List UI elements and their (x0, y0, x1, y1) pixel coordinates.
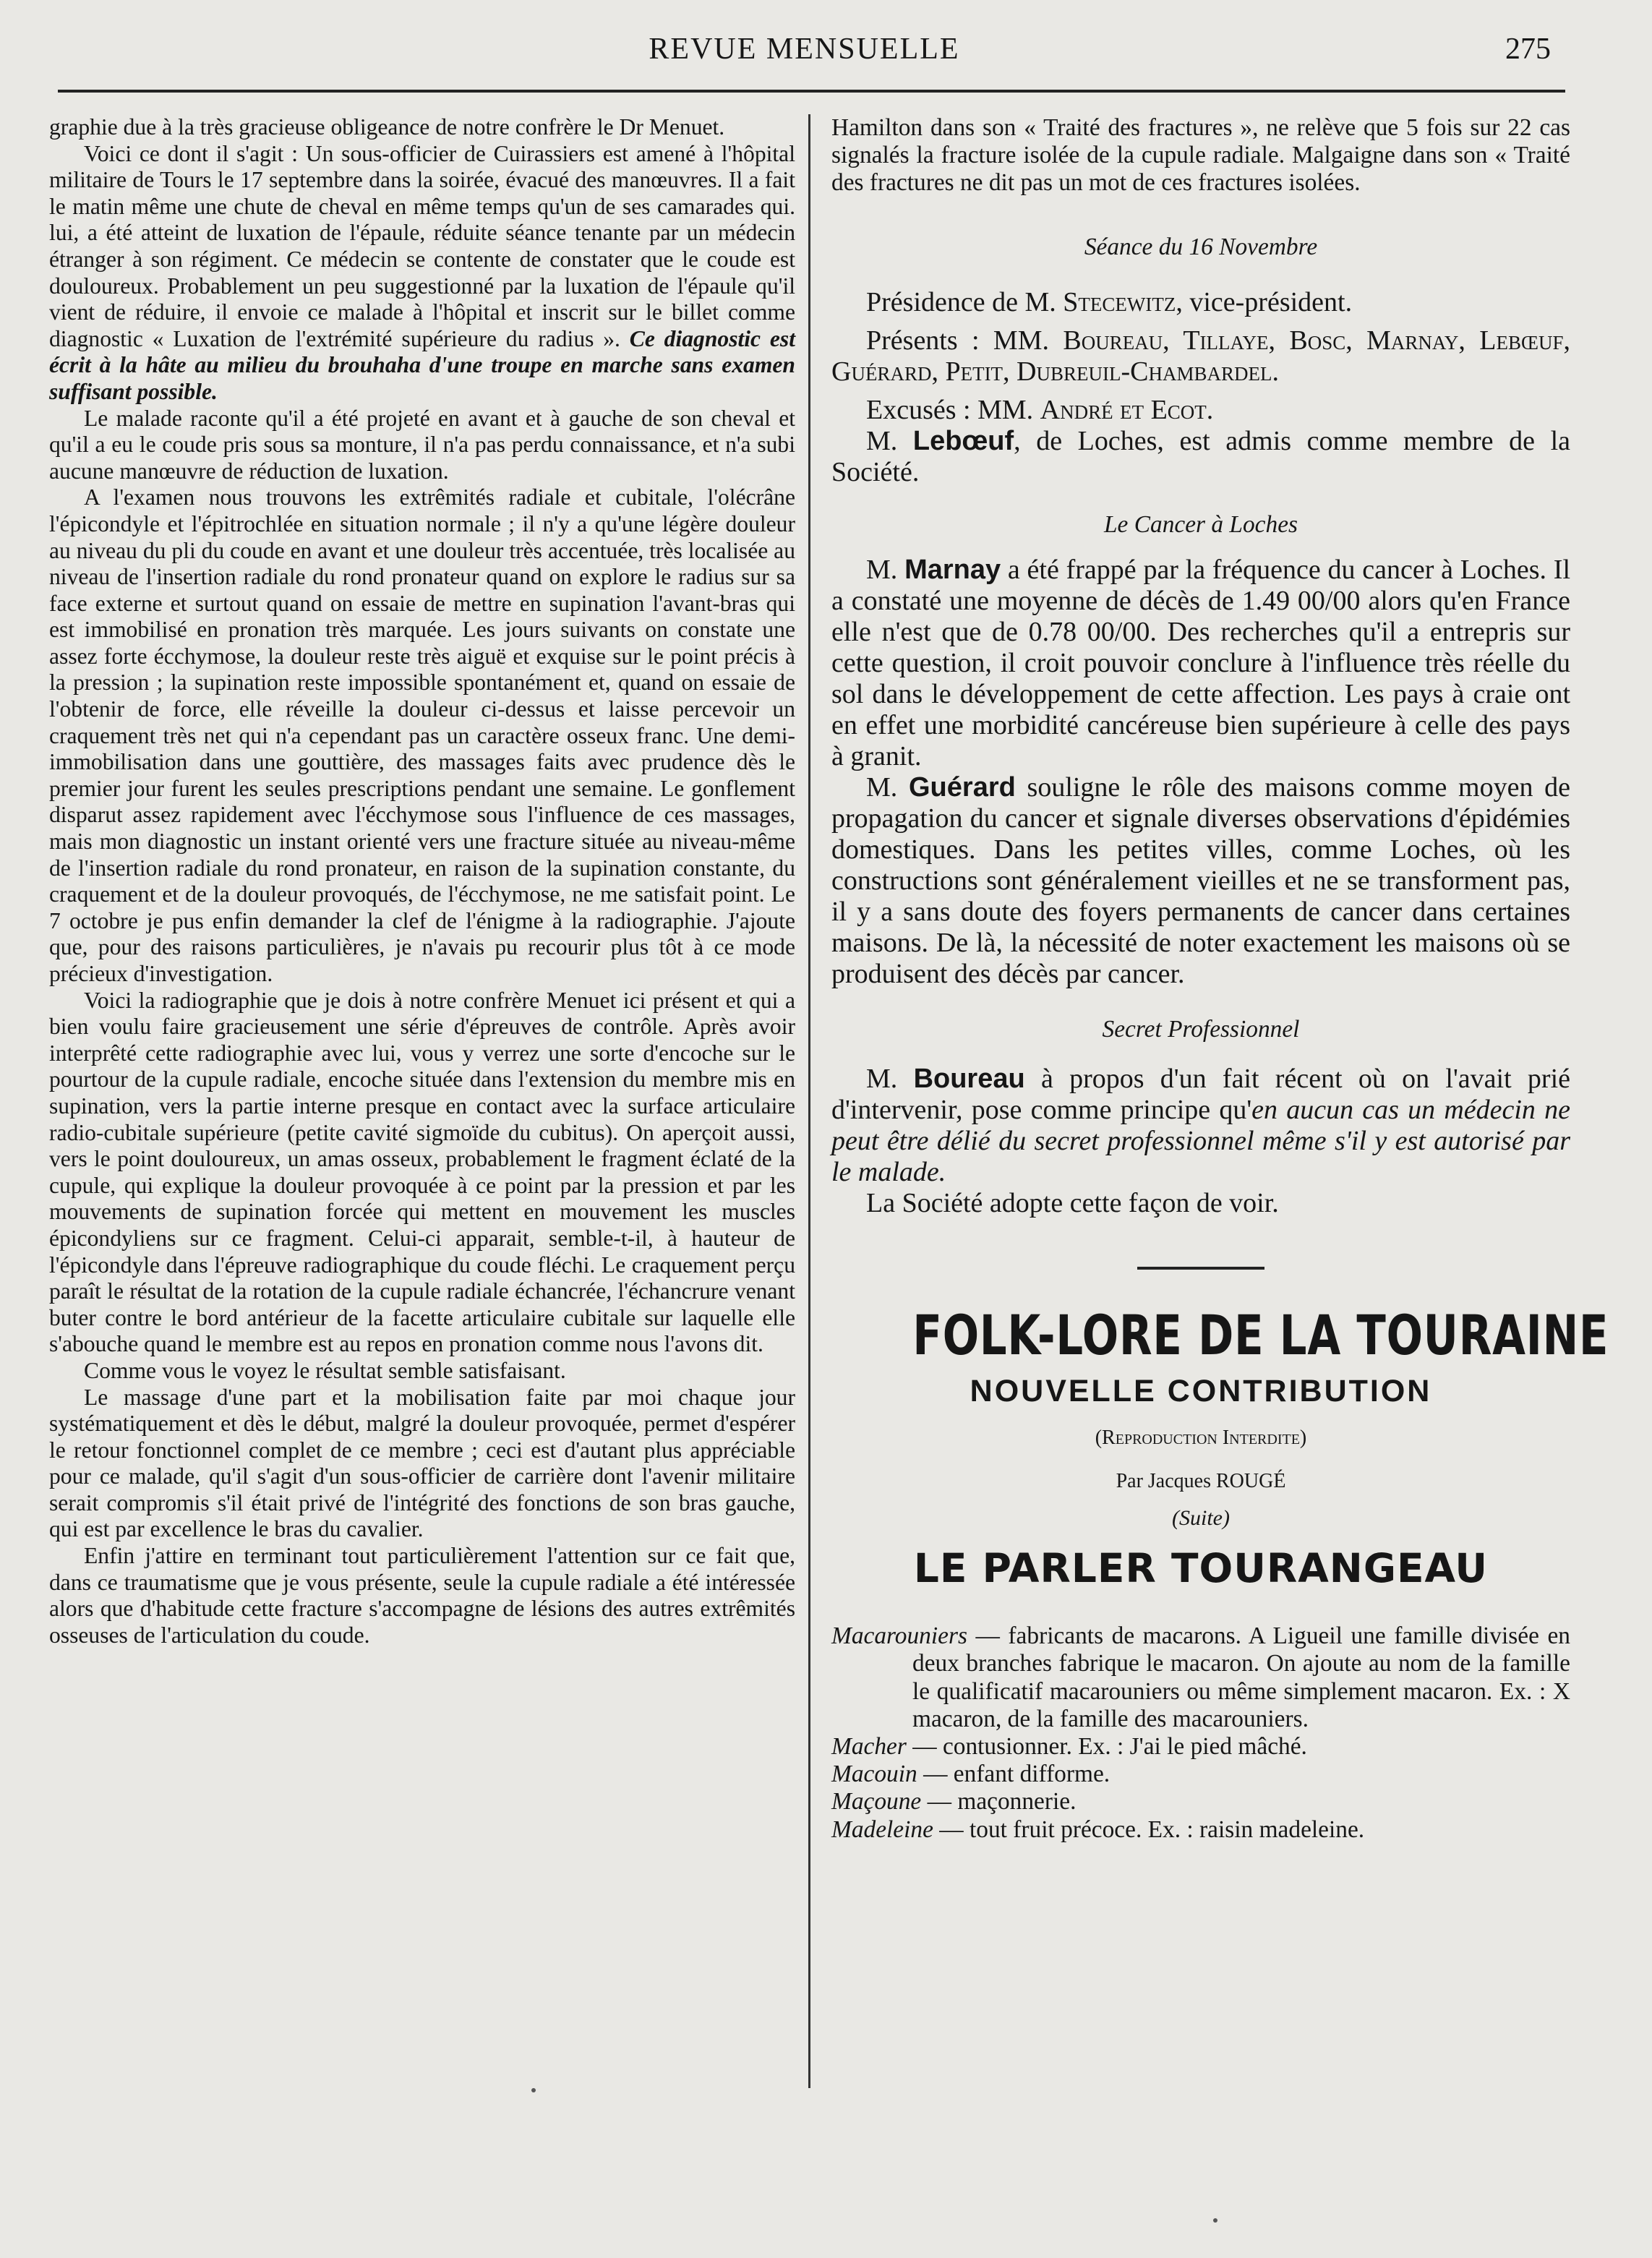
paragraph: Comme vous le voyez le résultat semble satisfaisant. (84, 1357, 566, 1383)
presents-line: Présents : MM. Boureau, Tillaye, Bosc, Marnay, Lebœuf, Guérard, Petit, Dubreuil-Chambardel. (831, 325, 1570, 387)
glossary-entry: Macouin — enfant difforme. (831, 1761, 1110, 1788)
suite-label: (Suite) (1172, 1506, 1230, 1531)
glossary-entry: Maçoune — maçonnerie. (831, 1788, 1077, 1816)
speaker-name: Boureau (913, 1064, 1025, 1095)
paragraph: Hamilton dans son « Traité des fractures », ne relève que 5 fois sur 22 cas signalés la fracture isolée de la cupule radiale. Malgaigne dans son « Traité des fractures ne dit pas un mot de ces fractures isolées. (831, 114, 1570, 197)
excuses-names: André et Ecot. (1040, 394, 1214, 425)
section-separator (1137, 1267, 1264, 1270)
journal-title: REVUE MENSUELLE (649, 33, 960, 66)
glossary-entry: Macarouniers — fabricants de macarons. A Ligueil une famille divisée en deux branches fabrique le macaron. On ajoute au nom de la famille le qualificatif macarouniers ou même simplement macaron. Ex. : X macaron, de la famille des macarouniers. (831, 1622, 1570, 1732)
boureau-paragraph: M. Boureau à propos d'un fait récent où on l'avait prié d'intervenir, pose comme principe qu'en aucun cas un médecin ne peut être délié du secret professionnel même s'il y est autorisé par le malade. La Société adopte cette façon de voir. (831, 1064, 1571, 1219)
parler-title: LE PARLER TOURANGEAU (913, 1545, 1489, 1592)
paragraph: Le massage d'une part et la mobilisation faite par moi chaque jour systématiquement et dès le début, malgré la douleur provoquée, permet d'espérer le retour fonctionnel complet de ce membre ; ceci est d'autant plus appréciable pour ce malade, qu'il s'agit d'un sous-officier de carrière dont l'avenir militaire serait compromis s'il était privé de l'intégrité des fonctions de son bras gauche, qui est par excellence le bras du cavalier. (49, 1384, 795, 1542)
presents-names: Boureau, Tillaye, Bosc, Marnay, Lebœuf, Guérard, Petit, Dubreuil-Chambardel. (831, 325, 1570, 387)
marnay-paragraph: M. Marnay a été frappé par la fréquence du cancer à Loches. Il a constaté une moyenne de décès de 1.49 00/00 alors qu'en France elle n'est que de 0.78 00/00. Des recherches qu'il a entrepris sur cette question, il croit pouvoir conclure à l'influence très réelle du sol dans le développement de cette affection. Les pays à craie ont en effet une morbidité cancéreuse bien supérieure à celle des pays à granit. (831, 555, 1571, 772)
paragraph: Enfin j'attire en terminant tout particulièrement l'attention sur ce fait que, dans ce traumatisme que je vous présente, seule la cupule radiale a été intéressée alors que d'habitude cette fracture s'accompagne de lésions des autres extrêmités osseuses de l'articulation du coude. (49, 1543, 795, 1648)
reproduction-notice: (Reproduction Interdite) (1095, 1427, 1307, 1450)
folklore-title: FOLK-LORE DE LA TOURAINE (912, 1303, 1609, 1368)
societe-line: La Société adopte cette façon de voir. (866, 1188, 1279, 1219)
page-number: 275 (1505, 33, 1551, 66)
glossary (831, 1622, 1570, 1844)
paragraph (49, 141, 795, 406)
paragraph: graphie due à la très gracieuse obligeance de notre confrère le Dr Menuet. (49, 114, 725, 140)
folklore-subtitle: NOUVELLE CONTRIBUTION (970, 1374, 1432, 1409)
italic-remark: Ce diagnostic est écrit à la hâte au milieu du brouhaha d'une troupe en marche sans examen suffisant possible. (49, 325, 795, 404)
guerard-paragraph: M. Guérard souligne le rôle des maisons comme moyen de propagation du cancer et signale diverses observations d'épidémies domestiques. Dans les petites villes, comme Loches, où les constructions sont généralement vieilles et ne se transforment pas, il y a sans doute des foyers permanents de cancer dans certaines maisons. De là, la nécessité de noter exactement les maisons où se produisent des décès par cancer. (831, 772, 1571, 990)
section-heading-cancer: Le Cancer à Loches (1103, 510, 1298, 538)
speaker-name: Guérard (909, 772, 1016, 803)
paragraph-text: Voici ce dont il s'agit : Un sous-officier de Cuirassiers est amené à l'hôpital militaire de Tours le 17 septembre dans la soirée, évacué des manœuvres. Il a fait le matin même une chute de cheval en même temps qu'un de ses camarades qui. lui, a été atteint de luxation de l'épaule, réduite séance tenante par un médecin étranger à son régiment. Ce médecin se contente de constater que le coude est douloureux. Probablement un peu suggestionné par la luxation de l'épaule qu'il vient de réduire, il envoie ce malade à l'hôpital et inscrit sur le billet comme diagnostic « Luxation de l'extrémité supérieure du radius ». (49, 140, 795, 351)
italic-principle: en aucun cas un médecin ne peut être délié du secret professionnel même s'il y est autorisé par le malade. (831, 1095, 1570, 1188)
column-divider (808, 114, 810, 2088)
excuses-line: Excusés : MM. André et Ecot. (866, 394, 1214, 425)
glossary-entry: Macher — contusionner. Ex. : J'ai le pied mâché. (831, 1733, 1307, 1761)
right-column (831, 114, 1609, 1844)
left-column (49, 114, 795, 1648)
paragraph: Le malade raconte qu'il a été projeté en avant et à gauche de son cheval et qu'il a eu le coude pris sous sa monture, il n'a pas perdu connaissance, et n'a subi aucune manœuvre de réduction de luxation. (49, 405, 795, 484)
speaker-name: Marnay (904, 555, 1001, 586)
section-heading-secret: Secret Professionnel (1102, 1016, 1300, 1043)
page-header (58, 32, 1551, 78)
paragraph: Voici la radiographie que je dois à notre confrère Menuet ici présent et qui a bien voulu faire gracieusement une série d'épreuves de contrôle. Après avoir interprêté cette radiographie avec lui, vous y verrez une sorte d'encoche sur le pourtour de la cupule radiale, encoche située dans l'extension du membre mis en supination, vers la partie interne presque en contact avec la surface articulaire radio-cubitale supérieure (petite cavité sigmoïde du cubitus). On aperçoit aussi, vers le point douloureux, un amas osseux, probablement le fragment éclaté de la cupule, qui explique la douleur provoquée à ce point par la pression et par les mouvements de supination forcée qui mettent en mouvement les muscles épicondyliens sur ce fragment. Celui-ci apparait, semble-t-il, à hauteur de l'épicondyle dans l'épreuve radiographique du coude fléchi. Le craquement perçu paraît le résultat de la rotation de la cupule radiale échancrée, l'échancrure venant buter contre le bord antérieur de la facette articulaire cubitale sur laquelle elle s'abouche quand le membre est au repos en pronation comme nous l'avons dit. (49, 987, 795, 1357)
print-speck (1213, 2218, 1217, 2223)
president-name: Stecewitz (1063, 286, 1176, 317)
admission-line: M. Lebœuf, de Loches, est admis comme membre de la Société. (831, 425, 1570, 487)
member-name: Lebœuf (912, 425, 1014, 456)
author-line: Par Jacques ROUGÉ (1116, 1470, 1286, 1493)
glossary-entry: Madeleine — tout fruit précoce. Ex. : raisin madeleine. (831, 1816, 1365, 1843)
section-heading-seance: Séance du 16 Novembre (1084, 233, 1318, 260)
print-speck (531, 2088, 536, 2092)
paragraph: A l'examen nous trouvons les extrêmités radiale et cubitale, l'olécrâne l'épicondyle et l'épitrochlée en situation normale ; il n'y a qu'une légère douleur au niveau du pli du coude en avant et une douleur très accentuée, très localisée au niveau de l'insertion radiale du rond pronateur quand on explore le radius sur sa face externe et surtout quand on essaie de mettre en supination l'avant-bras qui est immobilisé en pronation très marquée. Les jours suivants on constate une assez forte écchymose, la douleur reste très aiguë et exquise sur le point précis à la pression ; la supination reste impossible spontanément et, quand on essaie de l'obtenir de force, elle réveille la douleur ci-dessus et laisse percevoir un craquement très net qui n'a cependant pas un caractère osseux franc. Une demi-immobilisation dans une gouttière, des massages faits avec prudence dès le premier jour furent les seules prescriptions pendant une semaine. Le gonflement disparut assez rapidement avec l'écchymose sous l'influence de ces massages, mais mon diagnostic un instant orienté vers une fracture située au niveau-même de l'insertion radiale du rond pronateur, en raison de la supination constante, du craquement et de la douleur provoqués, de l'écchymose, ne me satisfait point. Le 7 octobre je pus enfin demander la clef de l'énigme à la radiographie. J'ajoute que, pour des raisons particulières, je n'avais pu recourir plus tôt à ce mode précieux d'investigation. (49, 484, 795, 986)
presidence-line: Présidence de M. Stecewitz, vice-président. (866, 286, 1353, 317)
header-rule (58, 90, 1565, 93)
